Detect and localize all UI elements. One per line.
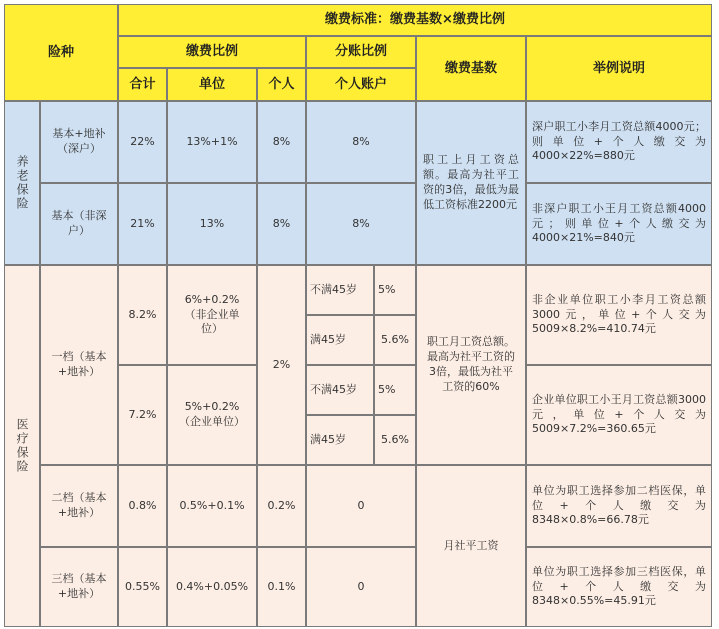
pension-nonlocal-example: 非深户职工小王月工资总额4000元；则单位+个人缴交为4000×21%=840元 (526, 183, 712, 265)
pension-nonlocal-total: 21% (118, 183, 167, 265)
pension-base: 职工上月工资总额。最高为社平工资的3倍，最低为最低工资标准2200元 (416, 101, 526, 265)
medical-tier2-individual: 0.2% (257, 465, 306, 547)
medical-tier3-type: 三档（基本+地补） (40, 547, 118, 627)
header-example: 举例说明 (526, 36, 712, 101)
medical-tier3-example: 单位为职工选择参加三档医保，单位+个人缴交为8348×0.55%=45.91元 (526, 547, 712, 627)
medical-tier2-type: 二档（基本+地补） (40, 465, 118, 547)
pension-nonlocal-employer: 13% (167, 183, 257, 265)
medical-tier1-account-pct-over45: 5.6% (374, 315, 416, 365)
medical-tier3-individual: 0.1% (257, 547, 306, 627)
medical-tier1-individual: 2% (257, 265, 306, 465)
medical-tier1-nonenterprise-employer: 6%+0.2%（非企业单位） (167, 265, 257, 365)
medical-tier1-enterprise-total: 7.2% (118, 365, 167, 465)
medical-tier1-account-pct-under45-enterprise: 5% (374, 365, 416, 415)
medical-tier2-example: 单位为职工选择参加二档医保，单位+个人缴交为8348×0.8%=66.78元 (526, 465, 712, 547)
table-header-insurance-type: 险种 (4, 4, 118, 101)
medical-tier1-nonenterprise-total: 8.2% (118, 265, 167, 365)
header-employer: 单位 (167, 68, 257, 101)
medical-tier1-base: 职工月工资总额。最高为社平工资的3倍，最低为社平工资的60% (416, 265, 526, 465)
medical-tier3-employer: 0.4%+0.05% (167, 547, 257, 627)
header-contribution-ratio: 缴费比例 (118, 36, 306, 68)
medical-tier1-account-age-under45-enterprise: 不满45岁 (306, 365, 374, 415)
medical-tier1-account-pct-over45-enterprise: 5.6% (374, 415, 416, 465)
medical-category: 医疗保险 (4, 265, 40, 627)
pension-local-individual: 8% (257, 101, 306, 183)
medical-tier2-employer: 0.5%+0.1% (167, 465, 257, 547)
pension-category: 养老保险 (4, 101, 40, 265)
medical-tier1-enterprise-employer: 5%+0.2%（企业单位） (167, 365, 257, 465)
medical-tier3-total: 0.55% (118, 547, 167, 627)
header-individual: 个人 (257, 68, 306, 101)
header-base: 缴费基数 (416, 36, 526, 101)
medical-tier3-account: 0 (306, 547, 416, 627)
header-personal-account: 个人账户 (306, 68, 416, 101)
medical-tier2-total: 0.8% (118, 465, 167, 547)
table-title: 缴费标准：缴费基数×缴费比例 (118, 4, 712, 36)
pension-local-total: 22% (118, 101, 167, 183)
medical-tier1-account-age-over45-enterprise: 满45岁 (306, 415, 374, 465)
medical-lower-base: 月社平工资 (416, 465, 526, 627)
medical-tier1-account-age-under45: 不满45岁 (306, 265, 374, 315)
medical-tier1-enterprise-example: 企业单位职工小王月工资总额3000元，单位+个人交为5009×7.2%=360.65元 (526, 365, 712, 465)
pension-local-example: 深户职工小李月工资总额4000元；则单位+个人缴交为4000×22%=880元 (526, 101, 712, 183)
header-split-ratio: 分账比例 (306, 36, 416, 68)
medical-tier1-account-pct-under45: 5% (374, 265, 416, 315)
medical-tier2-account: 0 (306, 465, 416, 547)
header-total: 合计 (118, 68, 167, 101)
pension-local-employer: 13%+1% (167, 101, 257, 183)
medical-tier1-type: 一档（基本+地补） (40, 265, 118, 465)
pension-local-account: 8% (306, 101, 416, 183)
pension-type-nonlocal: 基本（非深户） (40, 183, 118, 265)
medical-tier1-nonenterprise-example: 非企业单位职工小李月工资总额3000元，单位+个人交为5009×8.2%=410.74元 (526, 265, 712, 365)
pension-nonlocal-individual: 8% (257, 183, 306, 265)
medical-tier1-account-age-over45: 满45岁 (306, 315, 374, 365)
pension-nonlocal-account: 8% (306, 183, 416, 265)
pension-type-local: 基本+地补（深户） (40, 101, 118, 183)
